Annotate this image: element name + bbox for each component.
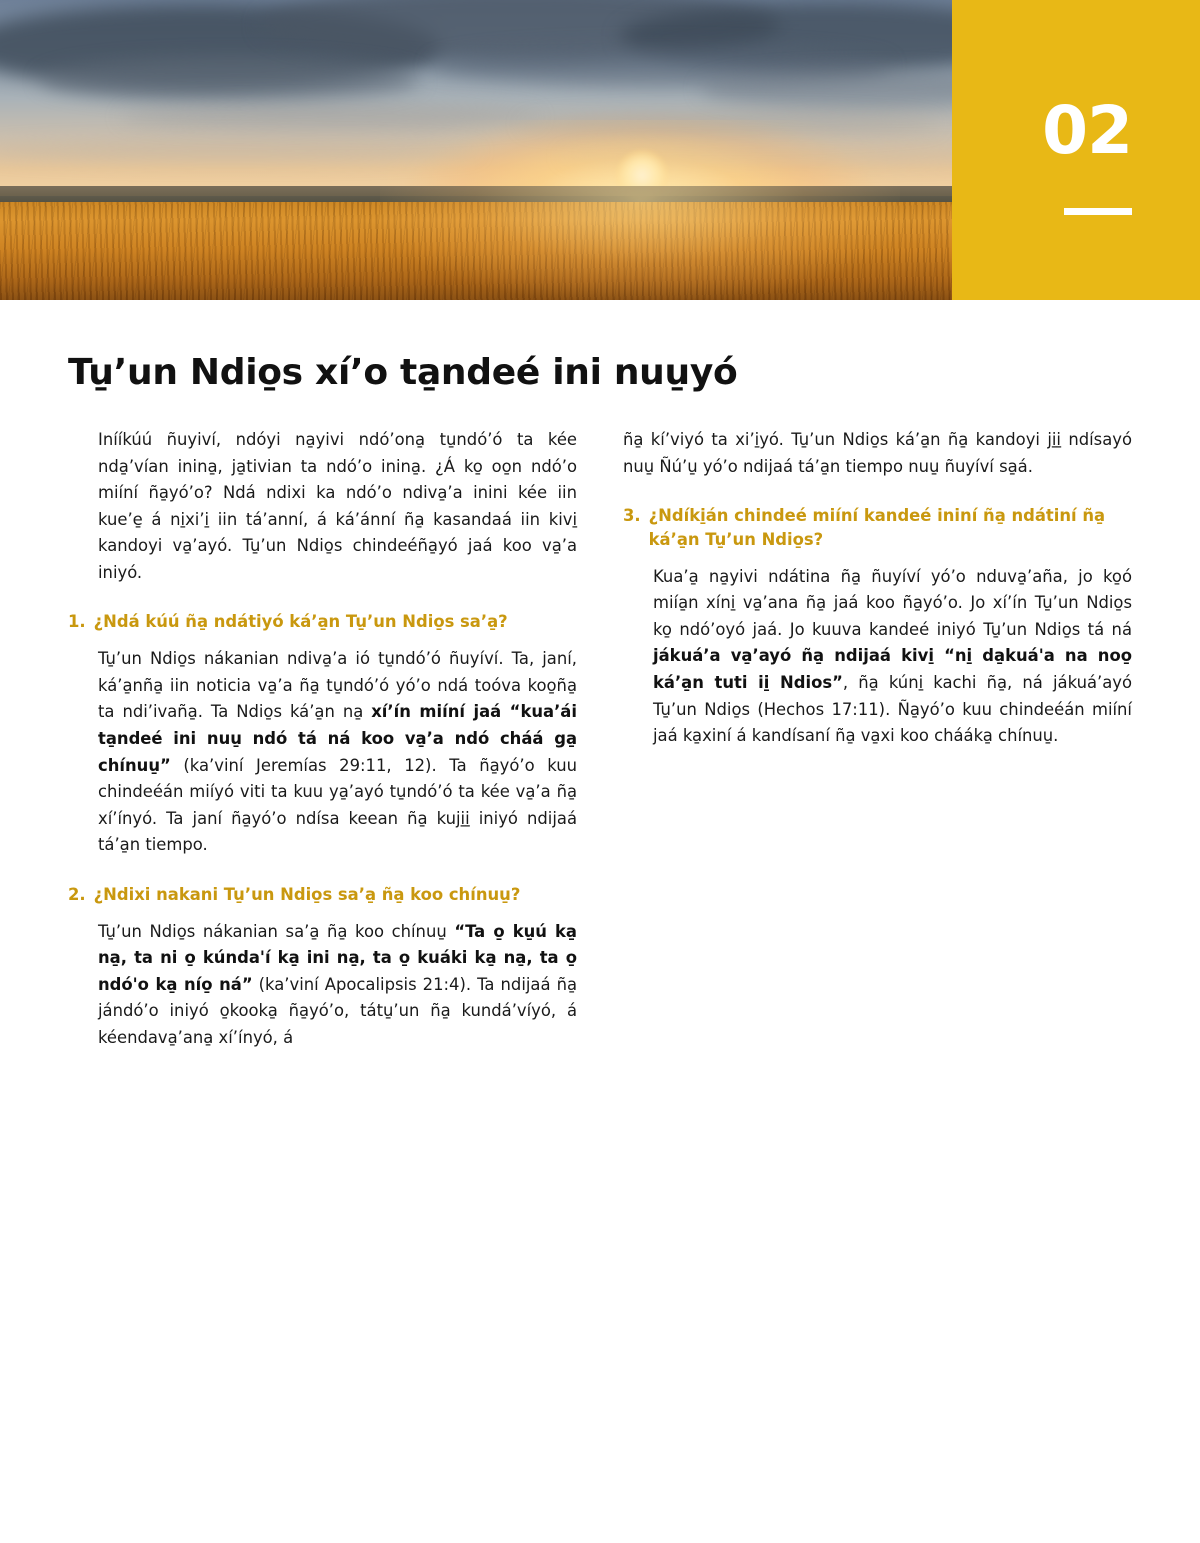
two-column-layout <box>68 427 1132 1072</box>
answer-part: Tu̱’un Ndio̱s nákanian ndiva̱’a ió tu̱ndó’ó ñuyíví. Ta, janí, ká’a̱nña̱ iin noticia va̱’a ña̱ tu̱ndó’ó yó’o ndá toóva koo̱ña̱ ta ndi’ivaña̱. Ta Ndio̱s ká’a̱n na̱ <box>98 649 577 722</box>
question-number: 3. <box>623 506 641 526</box>
answer-part-bold: “Ta o̱ ku̱ú ka̱ na̱, ta ni o̱ kúnda'í ka̱ ini na̱, ta o̱ kuáki ka̱ na̱, ta o̱ ndó'o ka̱ nío̱ ná” <box>98 921 577 994</box>
answer-part-bold: xí’ín miíní jaá “kua’ái ta̱ndeé ini nuu̱ ndó tá ná koo va̱’a ndó cháá ga̱ chínuu̱” <box>98 702 577 775</box>
answer-part: Kua’a̱ na̱yivi ndátina ña̱ ñuyíví yó’o nduva̱’aña, jo ko̱ó miía̱n xíni̱ va̱’ana ña̱ jaá koo ña̱yó’o. Jo xí’ín Tu̱’un Ndio̱s ko̱ ndó’oyó jaá. Jo kuuva kandeé iniyó Tu̱’un Ndio̱s tá ná <box>653 566 1132 639</box>
answer-paragraph-1 <box>68 646 577 859</box>
cloud-shape <box>520 112 940 136</box>
cloud-shape <box>120 104 540 130</box>
continuation-paragraph: ña̱ kí’viyó ta xi’i̱yó. Tu̱’un Ndio̱s ká’a̱n ña̱ kandoyi ji̱i̱ ndísayó nuu̱ Ñú’u̱ yó’o ndijaá tá’a̱n tiempo nuu̱ ñuyíví sa̱á. <box>623 430 1132 476</box>
answer-part: , ña̱ kúni̱ kachi ña̱, ná jákuá’ayó Tu̱’un Ndio̱s (Hechos 17:11). Ña̱yó’o kuu chindeéán miíní jaá ka̱xiní á kandísaní ña̱ va̱xi koo chááka̱ chínuu̱. <box>653 673 1132 746</box>
page-title: Tu̱’un Ndio̱s xí’o ta̱ndeé ini nuu̱yó <box>68 352 738 393</box>
question-text: ¿Ndixi nakani Tu̱’un Ndio̱s sa’a̱ ña̱ koo chínuu̱? <box>93 884 521 904</box>
question-text: ¿Ndá kúú ña̱ ndátiyó ká’a̱n Tu̱’un Ndio̱s sa’a̱? <box>93 612 508 632</box>
intro-paragraph: Inííkúú ñuyiví, ndóyi na̱yivi ndó’ona̱ tu̱ndó’ó ta kée nda̱’vían inina̱, ja̱tivian ta ndó’o inina̱. ¿Á ko̱ oo̱n ndó’o miíní ña̱yó’o? Ndá ndixi ka ndó’o ndiva̱’a inini kée iin kue’e̱ á ni̱xi’i̱ iin tá’anní, á ká’ánní ña̱ kasandaá iin kivi̱ kandoyi va̱’ayó. Tu̱’un Ndio̱s chindeéña̱yó jaá koo va̱’a iniyó. <box>98 430 577 582</box>
cloud-shape <box>40 58 420 102</box>
page-body <box>0 352 1200 1072</box>
question-heading-2 <box>68 883 577 907</box>
answer-paragraph-2 <box>68 919 577 1052</box>
wheat-field <box>0 202 952 300</box>
right-column <box>623 427 1132 770</box>
page-header <box>0 0 1200 300</box>
question-number: 1. <box>68 612 86 632</box>
chapter-underline <box>1064 208 1132 215</box>
left-column <box>68 427 577 1072</box>
answer-part: Tu̱’un Ndio̱s nákanian sa’a̱ ña̱ koo chínuu̱ <box>98 921 455 941</box>
cloud-shape <box>0 140 480 162</box>
answer-part: (ka’viní Jeremías 29:11, 12). Ta ña̱yó’o kuu chindeéán miíyó viti ta kuu ya̱’ayó tu̱ndó’ó ta kée va̱’a ña̱ xí’ínyó. Ta janí ña̱yó’o ndísa keean ña̱ kuji̱i̱ iniyó ndijaá tá’a̱n tiempo. <box>98 755 577 855</box>
question-text: ¿Ndíki̱án chindeé miíní kandeé ininí ña̱ ndátiní ña̱ ká’a̱n Tu̱’un Ndio̱s? <box>648 506 1106 549</box>
answer-part: (ka’viní Apocalipsis 21:4). Ta ndijaá ña̱ jándó’o iniyó o̱kooka̱ ña̱yó’o, tátu̱’un ña̱ kundá’víyó, á kéendava̱’ana̱ xí’ínyó, á <box>98 974 577 1047</box>
question-heading-3 <box>623 504 1132 552</box>
chapter-badge <box>952 0 1200 300</box>
question-number: 2. <box>68 884 86 904</box>
hero-image <box>0 0 952 300</box>
answer-part-bold: jákuá’a va̱’ayó ña̱ ndijaá kivi̱ “ni̱ da̱kuá'a na noo̱ ká’a̱n tuti ii̱ Ndios” <box>653 646 1132 693</box>
question-heading-1 <box>68 610 577 634</box>
answer-paragraph-3 <box>623 564 1132 750</box>
chapter-number: 02 <box>1042 92 1132 169</box>
